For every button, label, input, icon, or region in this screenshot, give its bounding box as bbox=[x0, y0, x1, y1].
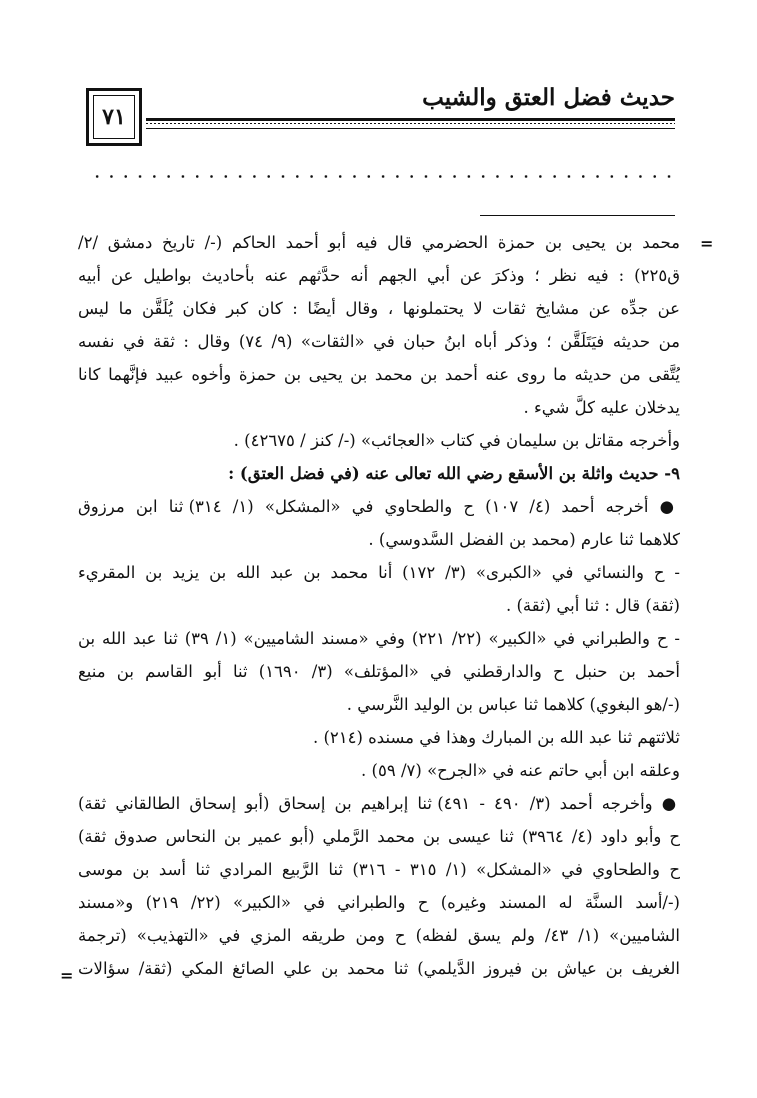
text-line: ● أخرجه أحمد (٤/ ١٠٧) ح والطحاوي في «المشكل» (١/ ٣١٤) ثنا ابن مرزوق bbox=[78, 497, 680, 516]
text-line: ح والطحاوي في «المشكل» (١/ ٣١٥ - ٣١٦) ثنا الرَّبيع المرادي ثنا أسد بن موسى bbox=[78, 860, 680, 879]
text-line: من حديثه فيَتَلَقَّن ؛ وذكر أباه ابنُ حبان في «الثقات» (٩/ ٧٤) وقال : ثقة في نفسه bbox=[78, 332, 680, 351]
text-line: محمد بن يحيى بن حمزة الحضرمي قال فيه أبو أحمد الحاكم (-/ تاريخ دمشق /٢/ bbox=[78, 233, 680, 252]
footnote-rule bbox=[480, 215, 675, 216]
page-number: ٧١ bbox=[102, 104, 126, 130]
text-line: - ح والنسائي في «الكبرى» (٣/ ١٧٢) أنا محمد بن عبد الله بن يزيد بن المقريء bbox=[78, 563, 680, 582]
text-line: عن جدِّه عن مشايخ ثقات لا يحتملونها ، وقال أيضًا : كان كبر فكان يُلَقَّن ما ليس bbox=[78, 299, 680, 318]
text-line: الشاميين» (١/ ٤٣/ ولم يسق لفظه) ح ومن طريقه المزي في «التهذيب» (ترجمة bbox=[78, 926, 680, 945]
text-line: ثلاثتهم ثنا عبد الله بن المبارك وهذا في مسنده (٢١٤) . bbox=[312, 728, 680, 747]
text-line: ح وأبو داود (٤/ ٣٩٦٤) ثنا عيسى بن محمد الرَّملي (أبو عمير بن النحاس صدوق ثقة) bbox=[78, 827, 680, 846]
page-number-box bbox=[86, 88, 142, 146]
text-line: (-/أسد السنَّة له المسند وغيره) ح والطبراني في «الكبير» (٢٢/ ٢١٩) و«مسند bbox=[78, 893, 680, 912]
running-header-title: حديث فضل العتق والشيب bbox=[422, 84, 675, 111]
text-line: يدخلان عليه كلَّ شيء . bbox=[523, 398, 680, 417]
text-line: ● وأخرجه أحمد (٣/ ٤٩٠ - ٤٩١) ثنا إبراهيم بن إسحاق (أبو إسحاق الطالقاني ثقة) bbox=[78, 794, 680, 813]
text-line: يُتَّقى من حديثه ما روى عنه أحمد بن محمد بن يحيى بن حمزة وأخوه عبيد فإنَّهما كانا bbox=[78, 365, 680, 384]
text-line: أحمد بن حنبل ح والدارقطني في «المؤتلف» (٣/ ١٦٩٠) ثنا أبو القاسم بن منيع bbox=[78, 662, 680, 681]
text-line: (ثقة) قال : ثنا أبي (ثقة) . bbox=[505, 596, 680, 615]
text-line: الغريف بن عياش بن فيروز الدَّيلمي) ثنا محمد بن علي الصائغ المكي (ثقة/ سؤالات bbox=[78, 959, 680, 978]
text-line: كلاهما ثنا عارم (محمد بن الفضل السَّدوسي) . bbox=[368, 530, 680, 549]
footnote-text bbox=[78, 226, 680, 985]
continuation-mark-top: = bbox=[700, 234, 714, 253]
section-heading: ٩- حديث واثلة بن الأسقع رضي الله تعالى عنه (في فضل العتق) : bbox=[228, 464, 680, 483]
text-line: وأخرجه مقاتل بن سليمان في كتاب «العجائب» (-/ كنز / ٤٢٦٧٥) . bbox=[233, 431, 680, 450]
dotted-separator bbox=[90, 175, 673, 178]
continuation-mark-bottom: = bbox=[60, 966, 74, 985]
header-rule bbox=[146, 118, 675, 129]
text-line: وعلقه ابن أبي حاتم عنه في «الجرح» (٧/ ٥٩) . bbox=[361, 761, 680, 780]
text-line: ق٢٢٥) : فيه نظر ؛ وذكرَ عن أبي الجهم أنه حدَّثهم عنه بأحاديث بواطيل عن أبيه bbox=[78, 266, 680, 285]
text-line: - ح والطبراني في «الكبير» (٢٢/ ٢٢١) وفي «مسند الشاميين» (١/ ٣٩) ثنا عبد الله بن bbox=[78, 629, 680, 648]
text-line: (-/هو البغوي) كلاهما ثنا عباس بن الوليد النَّرسي . bbox=[346, 695, 680, 714]
